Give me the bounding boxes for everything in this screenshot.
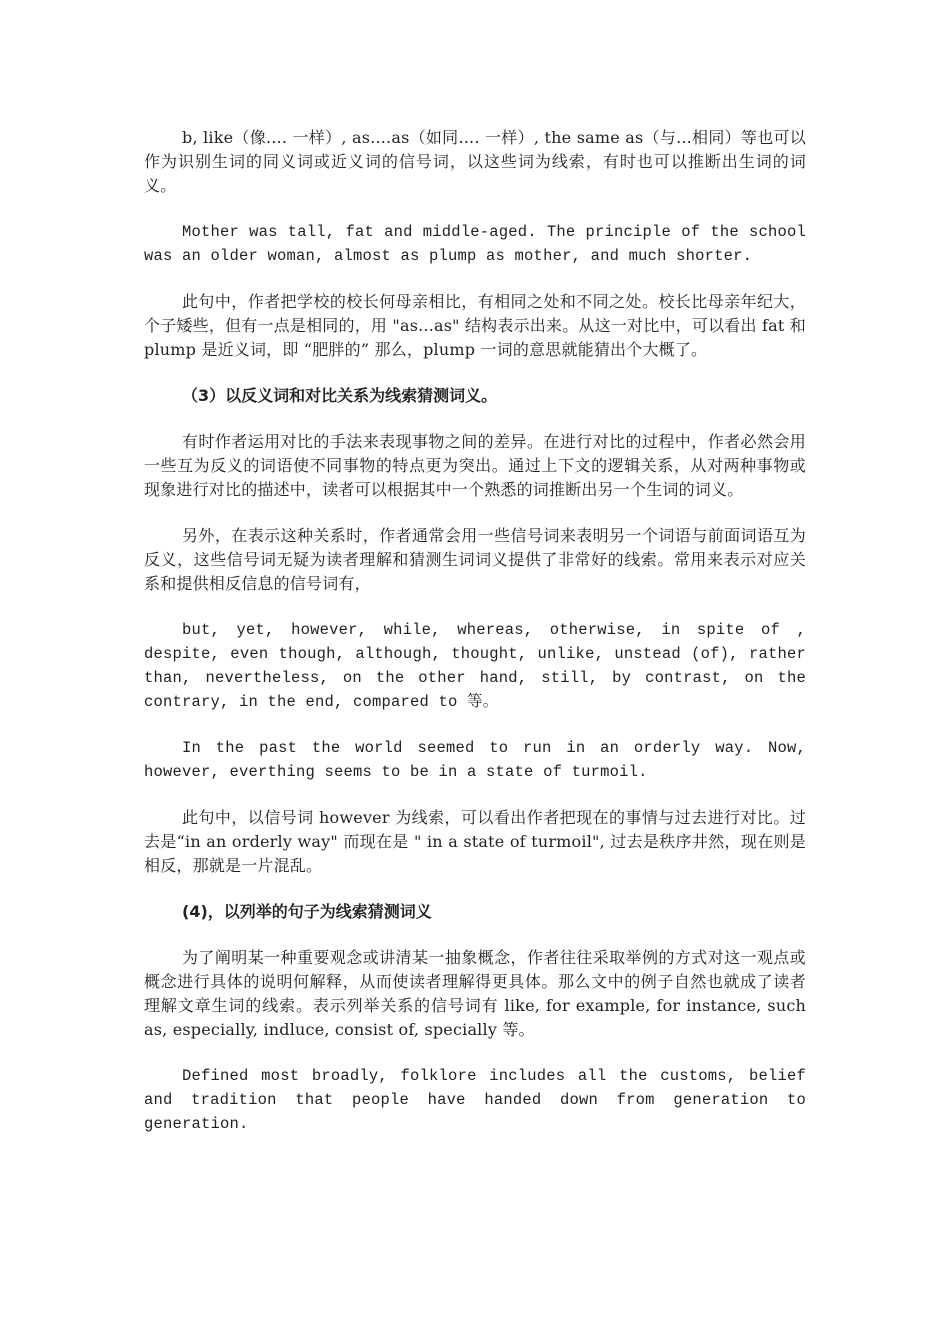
section-heading-4: (4)，以列举的句子为线索猜测词义 — [182, 902, 432, 921]
signal-word-list: but, yet, however, while, whereas, otherwise, in spite of , despite, even though, although, thought, unlike, unstead (of), rather than, nevertheless, on the other hand, still, by contrast, on the contrary, in the end, compared to 等。 — [144, 621, 806, 711]
document-body — [144, 126, 806, 1136]
paragraph-explanation-plump: 此句中，作者把学校的校长何母亲相比，有相同之处和不同之处。校长比母亲年纪大，个子矮些，但有一点是相同的，用 "as...as" 结构表示出来。从这一对比中，可以看出 fat 和 plump 是近义词，即 “肥胖的” 那么，plump 一词的意思就能猜出个大概了。 — [144, 292, 806, 359]
paragraph-contrast-intro: 有时作者运用对比的手法来表现事物之间的差异。在进行对比的过程中，作者必然会用一些互为反义的词语使不同事物的特点更为突出。通过上下文的逻辑关系，从对两种事物或现象进行对比的描述中，读者可以根据其中一个熟悉的词推断出另一个生词的词义。 — [144, 432, 806, 499]
example-sentence-world: In the past the world seemed to run in an orderly way. Now, however, everthing seems to be in a state of turmoil. — [144, 739, 806, 781]
section-heading-3: （3）以反义词和对比关系为线索猜测词义。 — [182, 386, 498, 405]
example-sentence-folklore: Defined most broadly, folklore includes all the customs, belief and tradition that people have handed down from generation to generation. — [144, 1067, 806, 1133]
paragraph-example-signals: 为了阐明某一种重要观念或讲清某一抽象概念，作者往往采取举例的方式对这一观点或概念进行具体的说明何解释，从而使读者理解得更具体。那么文中的例子自然也就成了读者理解文章生词的线索。表示列举关系的信号词有 like, for example, for instance, such as, especially, indluce, consist of, specially 等。 — [144, 948, 806, 1039]
paragraph-synonym-signals: b, like（像.... 一样）, as....as（如同.... 一样）, the same as（与...相同）等也可以作为识别生词的同义词或近义词的信号词，以这些词为线索，有时也可以推断出生词的词义。 — [144, 128, 806, 195]
example-sentence-mother: Mother was tall, fat and middle-aged. The principle of the school was an older woman, almost as plump as mother, and much shorter. — [144, 223, 806, 265]
paragraph-contrast-signals: 另外，在表示这种关系时，作者通常会用一些信号词来表明另一个词语与前面词语互为反义，这些信号词无疑为读者理解和猜测生词词义提供了非常好的线索。常用来表示对应关系和提供相反信息的信号词有， — [144, 526, 806, 593]
paragraph-explanation-however: 此句中，以信号词 however 为线索，可以看出作者把现在的事情与过去进行对比。过去是“in an orderly way" 而现在是 " in a state of turmoil", 过去是秩序井然，现在则是相反，那就是一片混乱。 — [144, 808, 806, 875]
